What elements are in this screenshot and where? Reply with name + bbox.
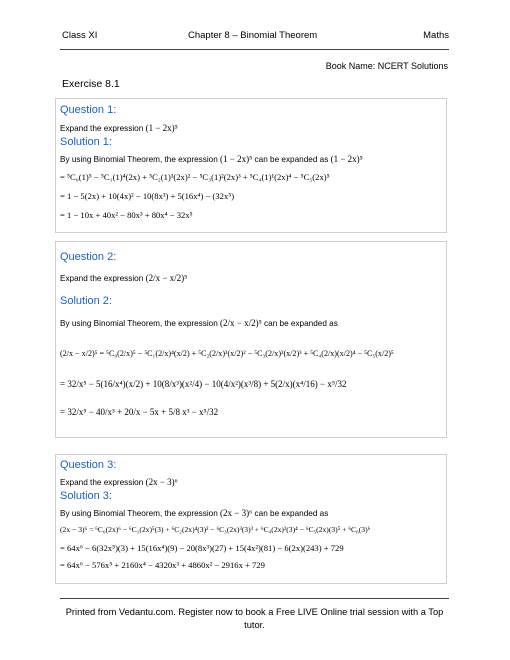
question-2-box bbox=[55, 241, 447, 438]
footer-rule bbox=[60, 598, 449, 599]
solution-1-line-3: = 1 − 10x + 40x² − 80x³ + 80x⁴ − 32x⁵ bbox=[60, 210, 193, 220]
solution-1-title: Solution 1: bbox=[60, 136, 112, 148]
header-class: Class XI bbox=[62, 30, 98, 41]
header-subject: Maths bbox=[423, 30, 449, 41]
question-1-prompt: Expand the expression (1 − 2x)⁵ bbox=[60, 123, 178, 133]
solution-2-intro: By using Binomial Theorem, the expression (2/x − x/2)⁵ can be expanded as bbox=[60, 318, 338, 328]
question-2-title: Question 2: bbox=[60, 251, 117, 263]
solution-3-line-3: = 64x⁶ − 576x⁵ + 2160x⁴ − 4320x³ + 4860x² − 2916x + 729 bbox=[60, 560, 265, 570]
question-3-title: Question 3: bbox=[60, 459, 117, 471]
solution-3-line-2: = 64x⁶ − 6(32x⁵)(3) + 15(16x⁴)(9) − 20(8x³)(27) + 15(4x²)(81) − 6(2x)(243) + 729 bbox=[60, 543, 344, 553]
solution-1-line-2: = 1 − 5(2x) + 10(4x)² − 10(8x³) + 5(16x⁴) − (32x⁵) bbox=[60, 191, 235, 201]
solution-1-intro: By using Binomial Theorem, the expression (1 − 2x)⁵ can be expanded as (1 − 2x)⁵ bbox=[60, 154, 363, 164]
solution-2-line-1: (2/x − x/2)⁵ = ⁵C₀(2/x)⁵ − ⁵C₁(2/x)⁴(x/2) + ⁵C₂(2/x)³(x/2)² − ⁵C₃(2/x)²(x/2)³ + ⁵C₄(2/x)(x/2)⁴ − ⁵C₅(x/2)⁵ bbox=[60, 349, 394, 358]
header-rule bbox=[60, 49, 449, 50]
solution-3-intro: By using Binomial Theorem, the expression (2x − 3)⁶ can be expanded as bbox=[60, 508, 329, 518]
solution-2-title: Solution 2: bbox=[60, 295, 112, 307]
footer-note: Printed from Vedantu.com. Register now to book a Free LIVE Online trial session with a Top tutor. bbox=[65, 607, 444, 630]
header-chapter: Chapter 8 – Binomial Theorem bbox=[188, 30, 318, 41]
exercise-title: Exercise 8.1 bbox=[62, 78, 120, 90]
book-name: Book Name: NCERT Solutions bbox=[325, 61, 448, 71]
solution-2-line-3: = 32/x⁵ − 40/x³ + 20/x − 5x + 5/8 x³ − x⁵/32 bbox=[60, 407, 219, 417]
solution-3-title: Solution 3: bbox=[60, 490, 112, 502]
solution-1-line-1: = ⁵C₀(1)⁵ − ⁵C₁(1)⁴(2x) + ⁵C₂(1)³(2x)² − ⁵C₃(1)²(2x)³ + ⁵C₄(1)¹(2x)⁴ − ⁵C₅(2x)⁵ bbox=[60, 172, 330, 182]
question-1-title: Question 1: bbox=[60, 104, 117, 116]
solution-2-line-2: = 32/x⁵ − 5(16/x⁴)(x/2) + 10(8/x³)(x²/4) − 10(4/x²)(x³/8) + 5(2/x)(x⁴/16) − x⁵/32 bbox=[60, 379, 347, 389]
question-1-box bbox=[55, 98, 447, 233]
solution-3-line-1: (2x − 3)⁶ = ⁶C₀(2x)⁶ − ⁶C₁(2x)⁵(3) + ⁶C₂(2x)⁴(3)² − ⁶C₃(2x)³(3)³ + ⁶C₄(2x)²(3)⁴ − ⁶C₅(2x)(3)⁵ + ⁶C₆(3)⁶ bbox=[60, 525, 371, 534]
question-3-prompt: Expand the expression (2x − 3)⁶ bbox=[60, 477, 178, 487]
question-2-prompt: Expand the expression (2/x − x/2)⁵ bbox=[60, 273, 188, 283]
question-3-box bbox=[55, 454, 447, 584]
